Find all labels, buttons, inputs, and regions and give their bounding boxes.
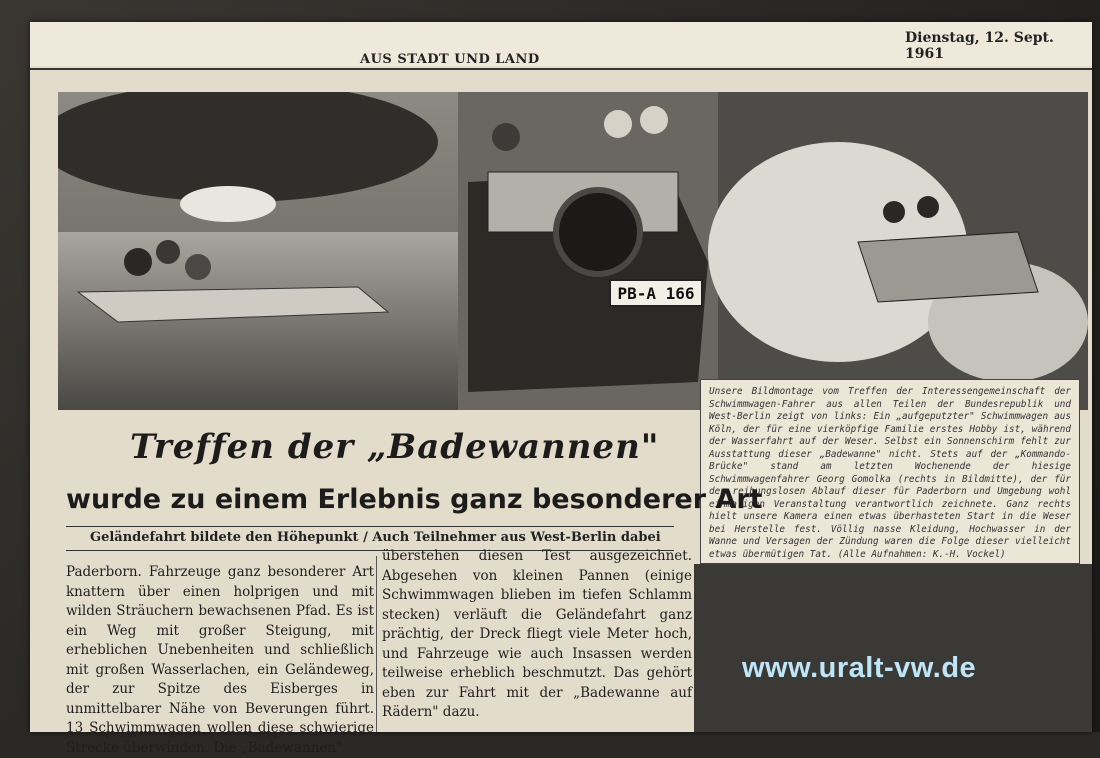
subheadline: Geländefahrt bildete den Höhepunkt / Auch Teilnehmer aus West-Berlin dabei: [90, 530, 661, 545]
website-watermark: www.uralt-vw.de: [742, 652, 977, 684]
headline-main: Treffen der „Badewannen": [130, 427, 660, 467]
photo-montage: [58, 92, 1088, 410]
headline-sub: wurde zu einem Erlebnis ganz besonderer Art: [66, 484, 763, 515]
photo-vehicle-right: [858, 232, 1038, 302]
photo-umbrella: [180, 186, 276, 222]
article-column-2: überstehen diesen Test ausgezeichnet. Abgesehen von kleinen Pannen (einige Schwimmwagen blieben im tiefen Schlamm stecken) verläuft die Geländefahrt ganz prächtig, der Dreck fliegt viele Meter hoch, und Fahrzeuge wie auch Insassen werden teilweise erheblich beschmutzt. Das gehört eben zur Fahrt mit der „Badewanne auf Rädern" dazu.: [382, 548, 692, 720]
photo-passenger: [185, 254, 211, 280]
photo-passenger: [156, 240, 180, 264]
photo-driver: [917, 196, 939, 218]
article-column-1: Paderborn. Fahrzeuge ganz besonderer Art knattern über einen holprigen und mit wilden Sträuchern bewachsenen Pfad. Es ist ein Weg mit großer Steigung, mit erheblichen Unebenheiten und schließlich mit großen Wasserlachen, ein Geländeweg, der zur Spitze des Eisberges in unmittelbarer Nähe von Beverungen führt. 13 Schwimmwagen wollen diese schwierige Strecke überwinden. Die „Badewannen": [66, 564, 374, 756]
newspaper-clipping: [30, 22, 1092, 756]
photo-passenger: [124, 248, 152, 276]
album-page-backing: [694, 564, 1092, 732]
photo-spare-tire: [556, 190, 640, 274]
issue-date: Dienstag, 12. Sept. 1961: [905, 30, 1054, 62]
photo-driver: [883, 201, 905, 223]
license-plate-text: PB-A 166: [617, 284, 695, 303]
photo-driver: [604, 110, 632, 138]
photo-driver: [492, 123, 520, 151]
column-divider: [376, 556, 377, 732]
masthead-rule: [30, 68, 1092, 70]
section-title: AUS STADT UND LAND: [360, 52, 540, 67]
photo-driver: [640, 106, 668, 134]
subhead-rule-top: [66, 526, 674, 527]
photo-caption: Unsere Bildmontage vom Treffen der Interessengemeinschaft der Schwimmwagen-Fahrer aus allen Teilen der Bundesrepublik und West-Berlin zeigt von links: Ein „aufgeputzter" Schwimmwagen aus Köln, der für eine vierköpfige Familie erstes Hobby ist, während der Wasserfahrt auf der Weser. Selbst ein Sonnenschirm fehlt zur Ausstattung dieser „Badewanne" nicht. Stets auf der „Kommando-Brücke" stand am letzten Wochenende der hiesige Schwimmwagenfahrer Georg Gomolka (rechts in Bildmitte), der für den reibungslosen Ablauf dieser für Paderborn und Umgebung wohl einmaligen Veranstaltung verantwortlich zeichnete. Ganz rechts hielt unsere Kamera einen etwas überhasteten Start in die Weser bei Herstelle fest. Völlig nasse Kleidung, Hochwasser in der Wanne und Versagen der Zündung waren die Folge dieser vielleicht etwas übermütigen Tat. (Alle Aufnahmen: K.-H. Vockel): [700, 379, 1080, 564]
